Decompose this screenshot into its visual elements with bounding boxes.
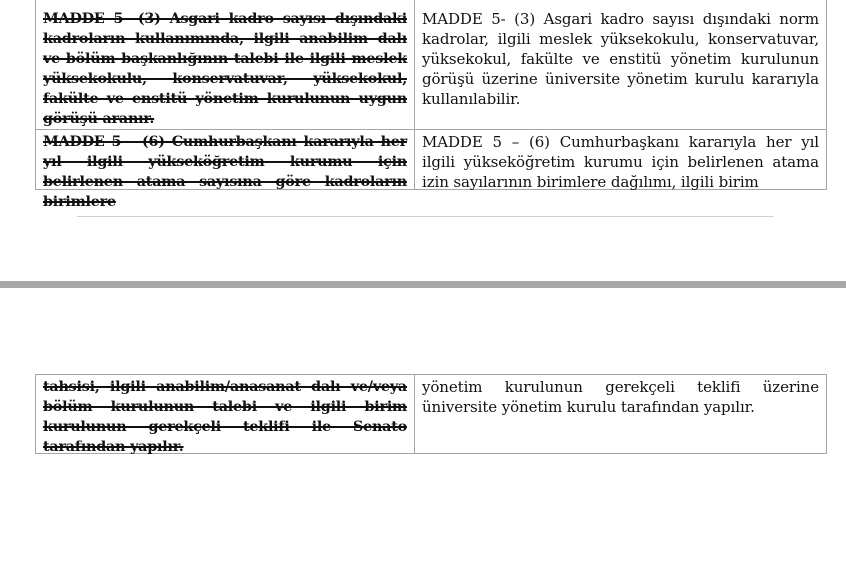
- page-break-divider: [0, 281, 846, 288]
- new-text: yönetim kurulunun gerekçeli teklifi üzerine üniversite yönetim kurulu tarafından yapılır.: [422, 378, 819, 416]
- table-row: [36, 375, 827, 454]
- comparison-table-bottom: [35, 374, 827, 454]
- old-text-cell: [36, 0, 415, 130]
- old-text-struck: MADDE 5 – (6) Cumhurbaşkanı kararıyla her yıl ilgili yükseköğretim kurumu için belirlenen atama sayısına göre kadroların birimlere: [43, 134, 407, 210]
- old-text-cell: [36, 375, 415, 454]
- new-text-cell: [415, 0, 827, 130]
- table-row: [36, 0, 827, 130]
- footer-separator: [77, 216, 774, 217]
- new-text: MADDE 5 – (6) Cumhurbaşkanı kararıyla her yıl ilgili yükseköğretim kurumu için belirlenen atama izin sayılarının birimlere dağılımı, ilgili birim: [422, 133, 819, 191]
- table-row: [36, 130, 827, 190]
- comparison-table-top: [35, 0, 827, 210]
- old-text-cell: [36, 130, 415, 210]
- new-text-cell: [415, 375, 827, 454]
- new-text: MADDE 5- (3) Asgari kadro sayısı dışındaki norm kadrolar, ilgili meslek yüksekokulu, konservatuvar, yüksekokul, fakülte ve enstitü yönetim kurulunun görüşü üzerine üniversite yönetim kurulu kararıyla kullanılabilir.: [422, 10, 819, 108]
- old-text-struck: tahsisi, ilgili anabilim/anasanat dalı ve/veya bölüm kurulunun talebi ve ilgili birim kurulunun gerekçeli teklifi ile Senato tarafından yapılır.: [43, 379, 407, 455]
- old-text-struck: MADDE 5- (3) Asgari kadro sayısı dışındaki kadroların kullanımında, ilgili anabilim dalı ve bölüm başkanlığının talebi ile ilgili meslek yüksekokulu, konservatuvar, yüksekokul, fakülte ve enstitü yönetim kurulunun uygun görüşü aranır.: [43, 11, 407, 127]
- new-text-cell: [415, 130, 827, 190]
